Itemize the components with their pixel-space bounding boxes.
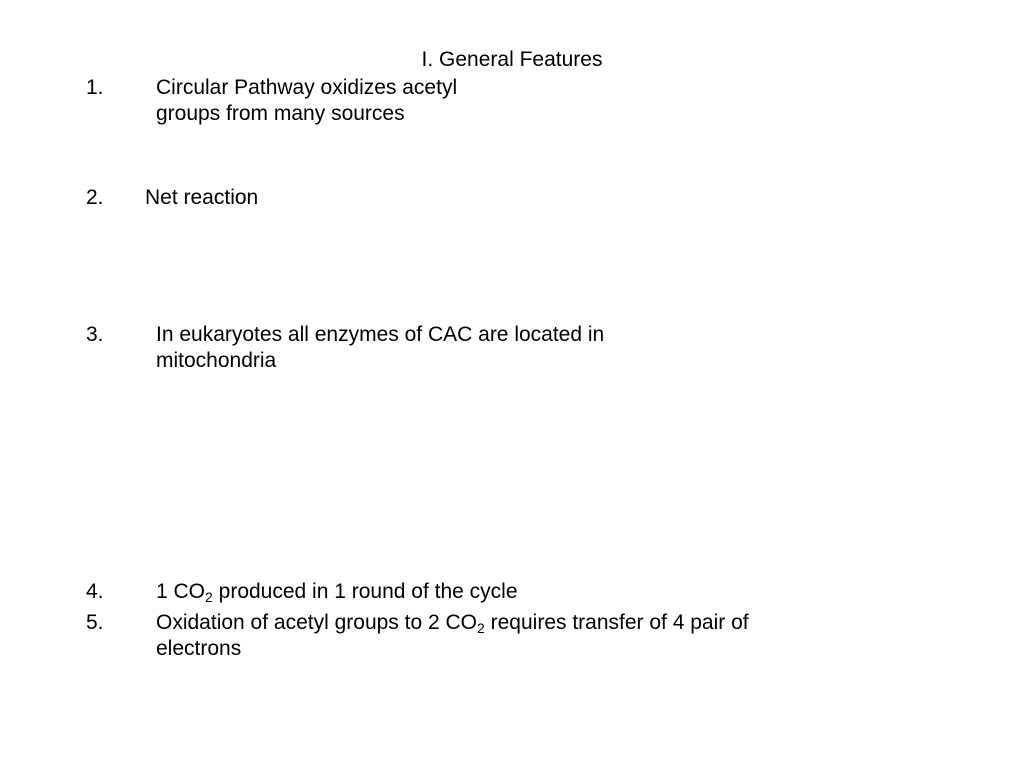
item-number: 4. <box>86 580 104 603</box>
item-text <box>156 75 457 127</box>
subscript: 2 <box>477 620 485 636</box>
item-text-line: Net reaction <box>145 186 259 209</box>
item-text-line <box>156 579 518 605</box>
item-number: 2. <box>86 186 104 209</box>
item-number: 3. <box>86 323 104 346</box>
text-segment: requires transfer of 4 pair of <box>484 611 749 634</box>
item-text <box>156 610 749 662</box>
item-text-line: mitochondria <box>156 349 277 372</box>
item-text-line <box>156 610 749 636</box>
item-text <box>156 579 518 605</box>
subscript: 2 <box>205 589 213 605</box>
item-text-line: In eukaryotes all enzymes of CAC are located in <box>156 323 605 346</box>
item-text-line: groups from many sources <box>156 102 405 125</box>
slide-title: I. General Features <box>421 48 603 71</box>
item-text <box>156 322 604 374</box>
item-text <box>145 185 258 211</box>
item-number: 5. <box>86 611 104 634</box>
item-text-line: electrons <box>156 637 242 660</box>
item-text-line: Circular Pathway oxidizes acetyl <box>156 76 458 99</box>
text-segment: produced in 1 round of the cycle <box>212 580 518 603</box>
text-segment: 1 CO <box>156 580 206 603</box>
text-segment: Oxidation of acetyl groups to 2 CO <box>156 611 477 634</box>
item-number: 1. <box>86 76 104 99</box>
